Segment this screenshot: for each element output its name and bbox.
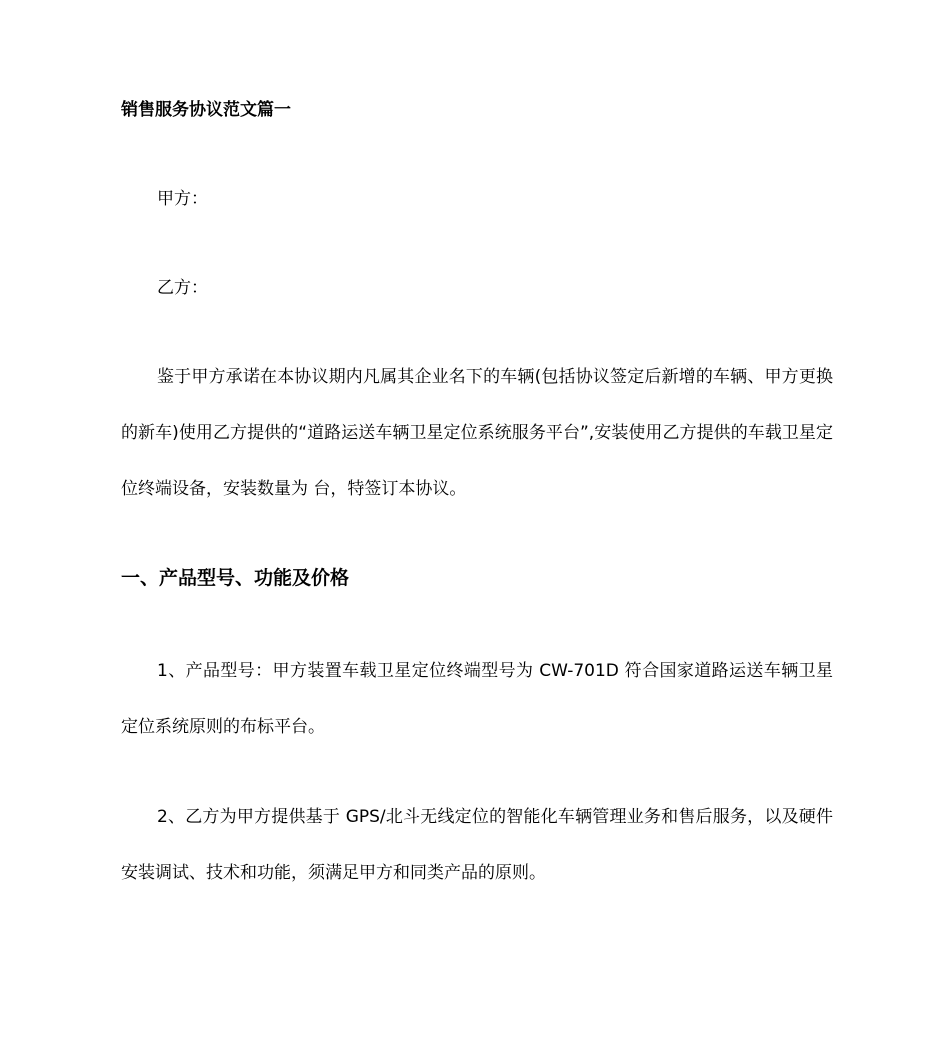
party-b-label: 乙方： xyxy=(157,278,208,298)
party-a-label: 甲方： xyxy=(157,189,208,209)
intro-paragraph: 鉴于甲方承诺在本协议期内凡属其企业名下的车辆(包括协议签定后新增的车辆、甲方更换的新车)使用乙方提供的“道路运送车辆卫星定位系统服务平台”,安装使用乙方提供的车载卫星定位终端设备，安装数量为 台，特签订本协议。 xyxy=(121,367,833,499)
item-1-paragraph: 1、产品型号：甲方装置车载卫星定位终端型号为 CW-701D 符合国家道路运送车辆卫星定位系统原则的布标平台。 xyxy=(121,661,833,737)
document-title: 销售服务协议范文篇一 xyxy=(121,100,291,120)
item-2-paragraph: 2、乙方为甲方提供基于 GPS/北斗无线定位的智能化车辆管理业务和售后服务，以及硬件安装调试、技术和功能，须满足甲方和同类产品的原则。 xyxy=(121,807,833,883)
section-heading: 一、产品型号、功能及价格 xyxy=(121,567,350,589)
